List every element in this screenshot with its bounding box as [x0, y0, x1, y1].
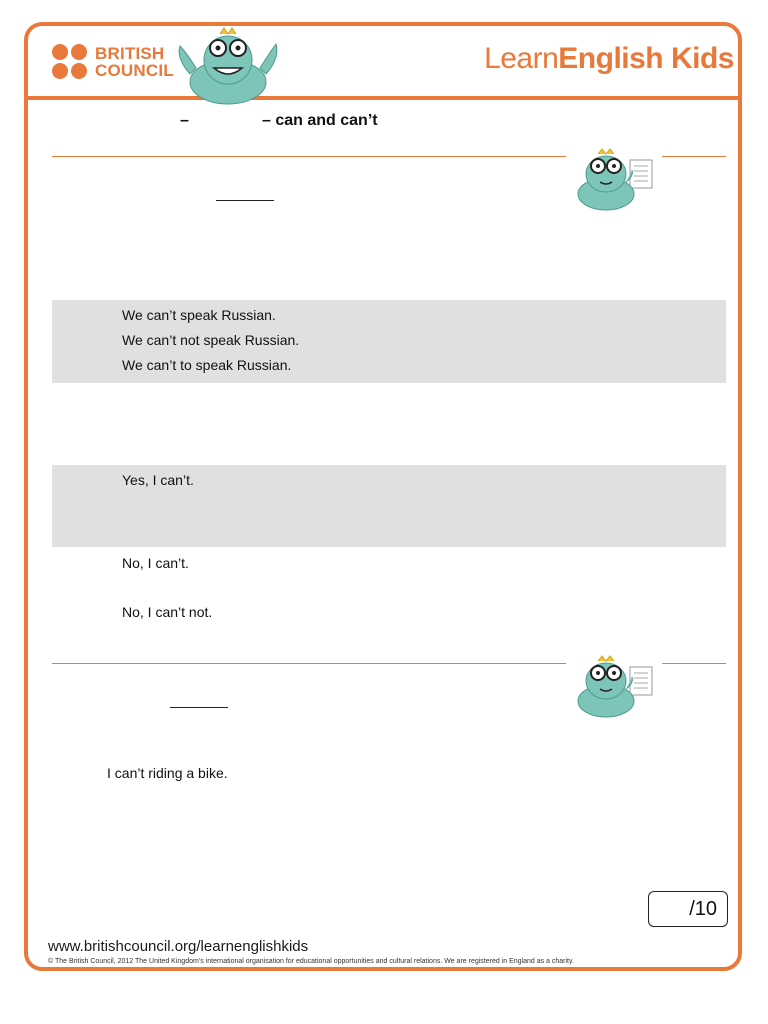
option-item: We can’t not speak Russian.: [122, 332, 300, 348]
footer-url: www.britishcouncil.org/learnenglishkids: [48, 938, 309, 955]
section2-divider-left: [52, 663, 566, 664]
title-dash: –: [180, 112, 189, 129]
lek-english: English: [558, 42, 664, 75]
answer-blank-1[interactable]: [216, 200, 274, 201]
section1-divider-left: [52, 156, 566, 157]
monster-reading-icon: [568, 653, 660, 721]
score-total: /10: [689, 897, 717, 920]
score-box[interactable]: [648, 891, 728, 927]
lek-learn: Learn: [484, 42, 559, 75]
answer-blank-2[interactable]: [170, 707, 228, 708]
monster-reading-icon: [568, 146, 660, 214]
british-council-dots-icon: [52, 44, 87, 79]
option-item: No, I can’t not.: [122, 604, 213, 620]
header-divider: [28, 96, 742, 100]
british-council-logo: [52, 44, 174, 79]
learnenglish-kids-logo: [484, 42, 734, 76]
bc-logo-line1: BRITISH: [95, 43, 165, 63]
lek-kids: Kids: [663, 42, 734, 75]
section2-divider-right: [662, 663, 726, 664]
bc-logo-line2: COUNCIL: [95, 60, 174, 80]
footer-copyright: © The British Council, 2012 The United Kingdom’s international organisation for educational opportunities and cultural relations. We are registered in England as a charity.: [48, 958, 574, 965]
option-item: We can’t to speak Russian.: [122, 357, 292, 373]
title-text: – can and can’t: [262, 112, 378, 129]
option-item: Yes, I can’t.: [122, 472, 194, 488]
section1-divider-right: [662, 156, 726, 157]
correction-sentence: I can’t riding a bike.: [107, 765, 228, 781]
option-item: We can’t speak Russian.: [122, 307, 276, 323]
monster-mascot-icon: [172, 24, 284, 106]
option-item: No, I can’t.: [122, 555, 189, 571]
